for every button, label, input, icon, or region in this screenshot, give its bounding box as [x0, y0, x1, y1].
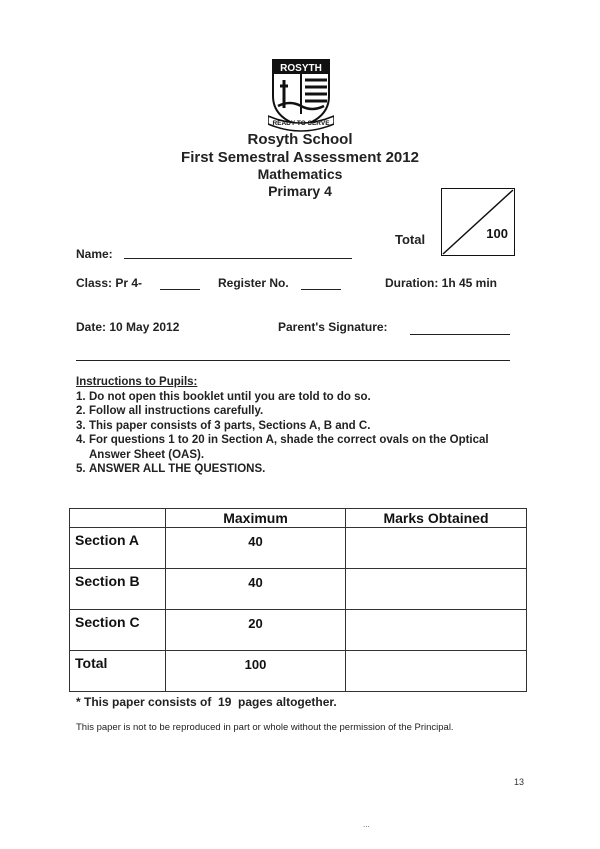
class-line[interactable] — [160, 289, 200, 290]
duration-label: Duration: 1h 45 min — [385, 276, 498, 290]
instruction-text: This paper consists of 3 parts, Sections A, B and C. — [89, 419, 371, 432]
register-label: Register No. — [218, 276, 289, 290]
instruction-number: 5. — [76, 463, 86, 475]
marks-table — [69, 508, 527, 692]
subject-title: Mathematics — [257, 166, 343, 182]
table-row — [70, 610, 527, 651]
permission-note: This paper is not to be reproduced in part or whole without the permission of the Principal. — [76, 722, 454, 733]
table-header — [70, 509, 166, 528]
register-line[interactable] — [301, 289, 341, 290]
section-obtained[interactable] — [346, 610, 527, 651]
section-obtained[interactable] — [346, 569, 527, 610]
section-max: 100 — [166, 651, 346, 692]
separator-line — [76, 360, 510, 361]
instruction-number: 3. — [76, 419, 86, 432]
diagonal-divider — [442, 189, 514, 255]
instruction-item — [76, 462, 509, 477]
table-header: Marks Obtained — [346, 509, 527, 528]
section-name: Section C — [70, 610, 166, 651]
assessment-title: First Semestral Assessment 2012 — [181, 149, 419, 166]
instruction-text: Follow all instructions carefully. — [89, 405, 264, 417]
table-row — [70, 651, 527, 692]
total-max-score: 100 — [486, 226, 508, 241]
name-line[interactable] — [124, 258, 352, 259]
instruction-text: For questions 1 to 20 in Section A, shade the correct ovals on the Optical Answer Sheet (OAS). — [89, 434, 489, 461]
instruction-number: 1. — [76, 390, 86, 403]
table-header: Maximum — [166, 509, 346, 528]
instruction-text: ANSWER ALL THE QUESTIONS. — [89, 463, 266, 475]
instructions-list — [76, 390, 509, 477]
instruction-number: 2. — [76, 405, 86, 417]
school-name: Rosyth School — [247, 131, 353, 148]
footer-dots: ... — [363, 820, 370, 829]
section-name: Section B — [70, 569, 166, 610]
section-name: Section A — [70, 528, 166, 569]
signature-line[interactable] — [410, 334, 510, 335]
instructions-title: Instructions to Pupils: — [76, 376, 198, 388]
date-label: Date: 10 May 2012 — [76, 320, 180, 334]
instruction-item — [76, 404, 509, 419]
section-max: 20 — [166, 610, 346, 651]
instruction-item — [76, 419, 509, 434]
signature-label: Parent's Signature: — [278, 320, 388, 334]
table-row — [70, 528, 527, 569]
section-obtained[interactable] — [346, 651, 527, 692]
instruction-item — [76, 390, 509, 405]
section-name: Total — [70, 651, 166, 692]
level-title: Primary 4 — [268, 183, 332, 199]
page-mark: 13 — [514, 777, 525, 787]
instruction-number: 4. — [76, 434, 86, 446]
instructions — [76, 375, 509, 477]
svg-text:READY TO SERVE: READY TO SERVE — [272, 120, 330, 127]
section-max: 40 — [166, 528, 346, 569]
name-label: Name: — [76, 247, 113, 261]
section-obtained[interactable] — [346, 528, 527, 569]
section-max: 40 — [166, 569, 346, 610]
svg-text:ROSYTH: ROSYTH — [280, 63, 322, 74]
class-label: Class: Pr 4- — [76, 276, 143, 290]
instruction-item — [76, 433, 509, 462]
school-crest-logo — [268, 56, 334, 132]
total-score-box — [441, 188, 515, 256]
pages-note: * This paper consists of 19 pages altogether. — [76, 695, 337, 709]
total-label: Total — [395, 232, 426, 247]
instruction-text: Do not open this booklet until you are told to do so. — [89, 390, 371, 403]
table-row — [70, 569, 527, 610]
table-header-row — [70, 509, 527, 528]
